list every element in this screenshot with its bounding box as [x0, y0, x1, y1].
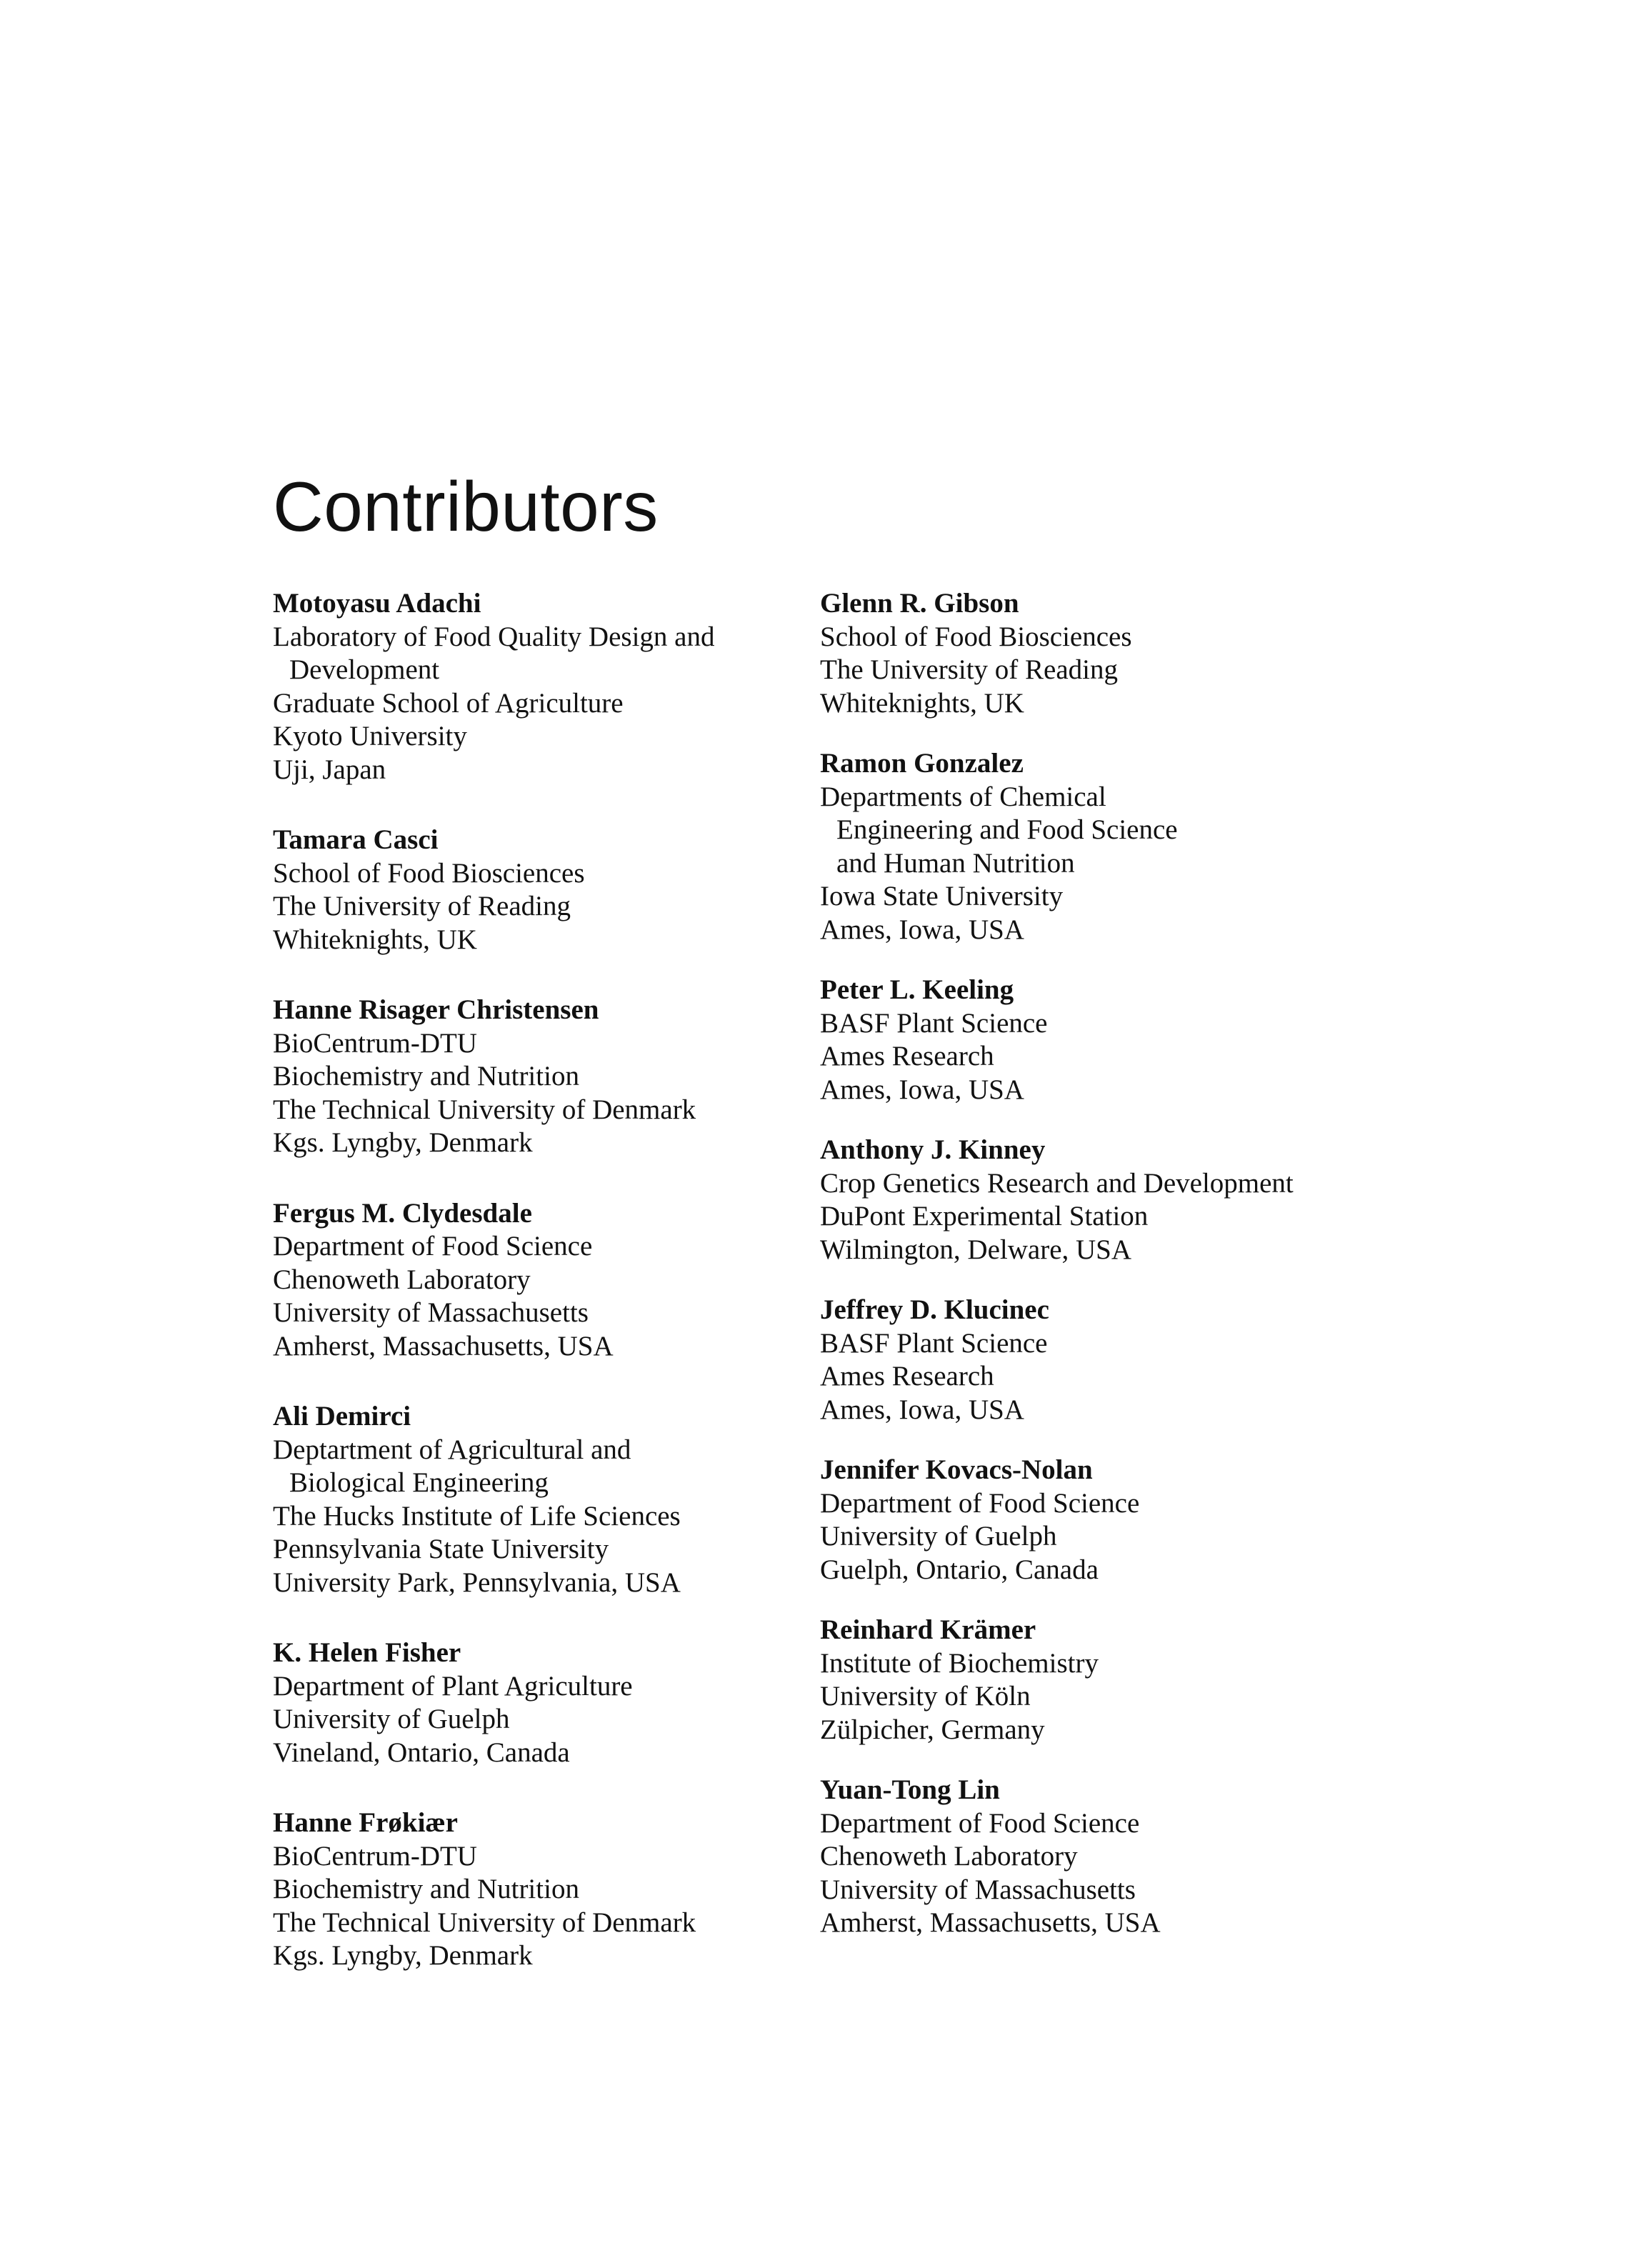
contributor-affiliation-line: Ames Research — [820, 1361, 994, 1392]
contributor-affiliation-line: Kyoto University — [273, 721, 467, 751]
contributor-name: Jennifer Kovacs-Nolan — [820, 1454, 1093, 1485]
contributor-affiliation-line: Pennsylvania State University — [273, 1534, 609, 1564]
contributor-affiliation-line: University of Massachusetts — [273, 1297, 589, 1328]
contributor-affiliation-line: University of Massachusetts — [820, 1874, 1136, 1905]
contributor-affiliation-line: University of Köln — [820, 1681, 1031, 1712]
contributor-entry — [273, 1637, 773, 1769]
contributor-affiliation-line: Chenoweth Laboratory — [820, 1841, 1078, 1872]
contributor-name: Motoyasu Adachi — [273, 588, 481, 619]
contributor-affiliation-line: School of Food Biosciences — [820, 621, 1132, 652]
contributor-affiliation-line: Laboratory of Food Quality Design and — [273, 621, 715, 652]
contributor-affiliation-line: Crop Genetics Research and Development — [820, 1167, 1294, 1199]
contributor-entry — [273, 824, 773, 956]
contributor-affiliation-line: Amherst, Massachusetts, USA — [820, 1907, 1161, 1938]
contributor-entry — [273, 1197, 773, 1364]
contributor-affiliation-line: Departments of Chemical — [820, 781, 1106, 812]
contributor-affiliation-line: and Human Nutrition — [836, 847, 1075, 879]
contributor-name: Tamara Casci — [273, 824, 439, 855]
contributor-entry — [820, 747, 1363, 946]
contributor-affiliation-line: Department of Food Science — [820, 1807, 1140, 1839]
contributor-affiliation-line: Department of Plant Agriculture — [273, 1670, 633, 1702]
contributor-name: Anthony J. Kinney — [820, 1134, 1046, 1165]
contributor-entry — [820, 1134, 1363, 1267]
contributor-entry — [820, 1614, 1363, 1747]
contributor-affiliation-line: The Hucks Institute of Life Sciences — [273, 1500, 681, 1532]
contributor-entry — [820, 1774, 1363, 1940]
contributor-affiliation-line: Department of Food Science — [273, 1231, 593, 1262]
contributor-affiliation-line: BioCentrum-DTU — [273, 1840, 477, 1872]
contributor-affiliation-line: BASF Plant Science — [820, 1327, 1048, 1359]
contributor-affiliation-line: University of Guelph — [273, 1704, 510, 1734]
contributor-affiliation-line: Ames, Iowa, USA — [820, 1074, 1024, 1105]
contributor-affiliation-line: Department of Food Science — [820, 1487, 1140, 1519]
contributor-name: Fergus M. Clydesdale — [273, 1197, 532, 1229]
contributor-affiliation-line: Amherst, Massachusetts, USA — [273, 1330, 614, 1362]
contributor-entry — [273, 1400, 773, 1599]
contributor-affiliation-line: Deptartment of Agricultural and — [273, 1434, 631, 1465]
contributor-affiliation-line: Biochemistry and Nutrition — [273, 1061, 579, 1091]
page-title: Contributors — [273, 467, 659, 546]
contributor-affiliation-line: Ames Research — [820, 1041, 994, 1071]
contributor-entry — [820, 1454, 1363, 1587]
contributor-entry — [820, 587, 1363, 720]
contributor-affiliation-line: Biological Engineering — [289, 1467, 549, 1498]
contributor-affiliation-line: The Technical University of Denmark — [273, 1094, 696, 1125]
contributors-column-right — [820, 587, 1363, 1940]
contributor-affiliation-line: Wilmington, Delware, USA — [820, 1234, 1132, 1265]
contributor-affiliation-line: School of Food Biosciences — [273, 857, 585, 889]
contributor-affiliation-line: Graduate School of Agriculture — [273, 687, 624, 719]
contributor-affiliation-line: Ames, Iowa, USA — [820, 1394, 1024, 1425]
contributor-name: K. Helen Fisher — [273, 1637, 461, 1668]
contributor-affiliation-line: BASF Plant Science — [820, 1007, 1048, 1039]
contributor-affiliation-line: Development — [289, 654, 440, 685]
contributor-name: Ali Demirci — [273, 1401, 411, 1432]
contributor-affiliation-line: Zülpicher, Germany — [820, 1714, 1045, 1745]
contributor-affiliation-line: DuPont Experimental Station — [820, 1201, 1149, 1232]
contributor-affiliation-line: Whiteknights, UK — [820, 687, 1024, 719]
contributor-affiliation-line: Engineering and Food Science — [836, 814, 1178, 845]
contributor-affiliation-line: Vineland, Ontario, Canada — [273, 1737, 570, 1768]
contributor-affiliation-line: Uji, Japan — [273, 754, 386, 785]
contributor-affiliation-line: University Park, Pennsylvania, USA — [273, 1567, 681, 1598]
contributor-name: Reinhard Krämer — [820, 1614, 1036, 1645]
contributor-affiliation-line: The University of Reading — [273, 891, 571, 921]
contributor-affiliation-line: The University of Reading — [820, 654, 1118, 685]
contributor-entry — [820, 1294, 1363, 1427]
contributor-affiliation-line: Iowa State University — [820, 881, 1064, 911]
contributor-affiliation-line: Whiteknights, UK — [273, 924, 477, 955]
contributor-affiliation-line: Ames, Iowa, USA — [820, 914, 1024, 945]
contributor-affiliation-line: BioCentrum-DTU — [273, 1027, 477, 1059]
contributor-affiliation-line: Guelph, Ontario, Canada — [820, 1554, 1099, 1585]
contributor-name: Yuan-Tong Lin — [820, 1774, 1000, 1805]
contributor-name: Jeffrey D. Klucinec — [820, 1294, 1049, 1325]
contributor-entry — [820, 974, 1363, 1106]
contributor-affiliation-line: University of Guelph — [820, 1521, 1057, 1552]
contributor-name: Glenn R. Gibson — [820, 588, 1019, 619]
contributor-entry — [273, 994, 773, 1160]
contributor-entry — [273, 1807, 773, 1973]
contributor-affiliation-line: Kgs. Lyngby, Denmark — [273, 1940, 533, 1971]
contributor-name: Hanne Frøkiær — [273, 1807, 458, 1838]
contributor-affiliation-line: The Technical University of Denmark — [273, 1907, 696, 1938]
contributor-name: Ramon Gonzalez — [820, 748, 1024, 779]
contributor-name: Peter L. Keeling — [820, 974, 1014, 1005]
contributor-affiliation-line: Biochemistry and Nutrition — [273, 1874, 579, 1904]
contributor-entry — [273, 587, 773, 786]
contributors-column-left — [273, 587, 773, 1973]
contributor-affiliation-line: Institute of Biochemistry — [820, 1647, 1099, 1679]
contributor-affiliation-line: Chenoweth Laboratory — [273, 1264, 531, 1295]
contributor-affiliation-line: Kgs. Lyngby, Denmark — [273, 1127, 533, 1158]
contributor-name: Hanne Risager Christensen — [273, 994, 599, 1025]
